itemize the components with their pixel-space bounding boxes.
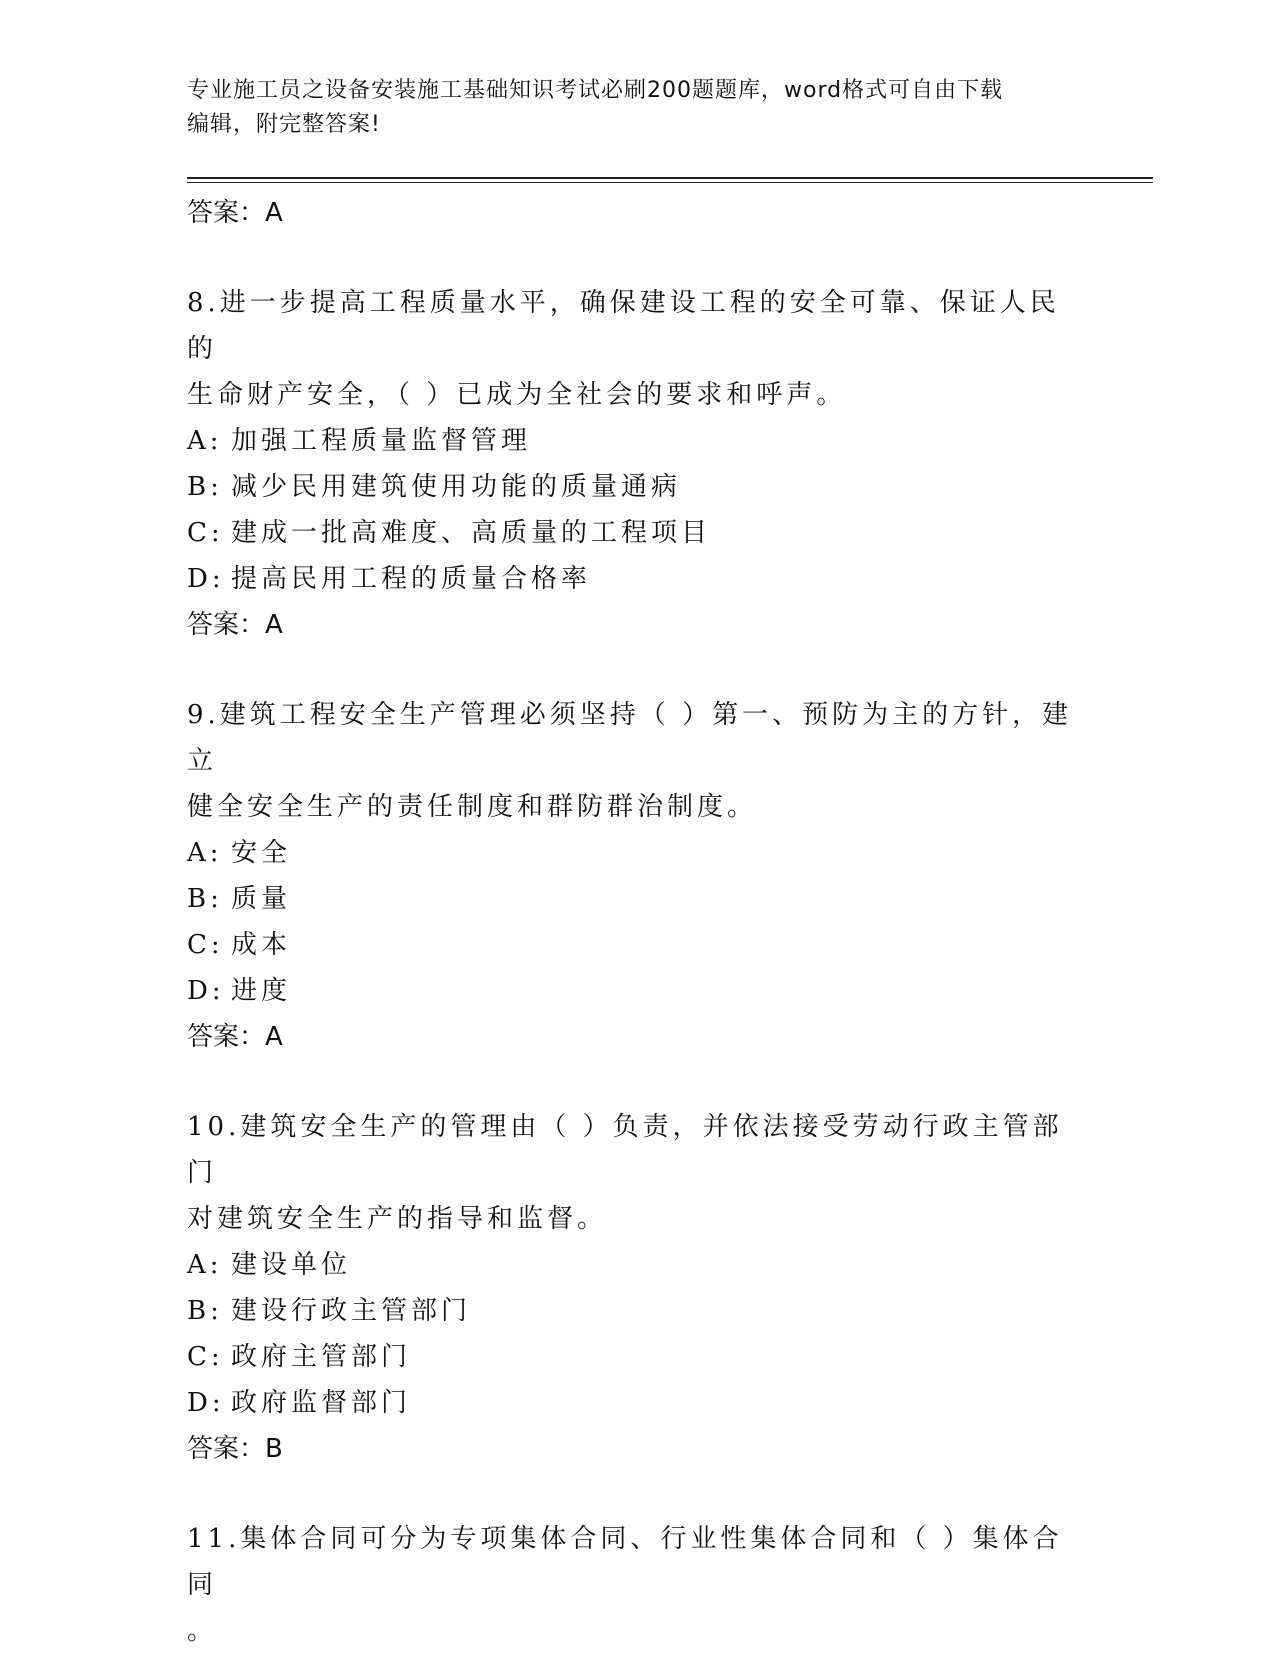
option-text: 安全 bbox=[231, 838, 292, 868]
header-divider-thick bbox=[187, 177, 1153, 179]
question-stem bbox=[187, 280, 1087, 418]
header-divider-thin bbox=[187, 182, 1153, 183]
option-letter: D: bbox=[187, 564, 225, 594]
option-d bbox=[187, 968, 1087, 1014]
question-11 bbox=[187, 1516, 1087, 1654]
option-letter: B: bbox=[187, 884, 223, 914]
question-stem-line-1: 9.建筑工程安全生产管理必须坚持（ ）第一、预防为主的方针，建立 bbox=[187, 700, 1073, 776]
option-letter: A: bbox=[187, 426, 223, 456]
option-letter: C: bbox=[187, 1342, 224, 1372]
option-text: 政府监督部门 bbox=[231, 1388, 412, 1418]
question-stem-line-1: 11.集体合同可分为专项集体合同、行业性集体合同和（ ）集体合同 bbox=[187, 1524, 1063, 1600]
option-letter: C: bbox=[187, 930, 224, 960]
option-a bbox=[187, 1242, 1087, 1288]
option-text: 建成一批高难度、高质量的工程项目 bbox=[231, 518, 712, 548]
question-10 bbox=[187, 1104, 1087, 1472]
question-stem-line-2: 生命财产安全，（ ）已成为全社会的要求和呼声。 bbox=[187, 380, 847, 410]
option-letter: D: bbox=[187, 1388, 225, 1418]
option-text: 政府主管部门 bbox=[231, 1342, 412, 1372]
option-text: 建设行政主管部门 bbox=[231, 1296, 472, 1326]
option-letter: A: bbox=[187, 838, 223, 868]
option-text: 进度 bbox=[231, 976, 292, 1006]
option-text: 质量 bbox=[231, 884, 292, 914]
option-letter: C: bbox=[187, 518, 224, 548]
option-b bbox=[187, 1288, 1087, 1334]
header-title-line-1: 专业施工员之设备安装施工基础知识考试必刷200题题库，word格式可自由下载 bbox=[187, 78, 1004, 103]
answer-line: 答案：A bbox=[187, 1022, 283, 1052]
answer-line: 答案：A bbox=[187, 610, 283, 640]
option-c bbox=[187, 510, 1087, 556]
option-a bbox=[187, 830, 1087, 876]
header-title-line-2: 编辑，附完整答案! bbox=[187, 112, 381, 137]
option-letter: D: bbox=[187, 976, 225, 1006]
option-d bbox=[187, 1380, 1087, 1426]
question-9 bbox=[187, 692, 1087, 1060]
option-text: 减少民用建筑使用功能的质量通病 bbox=[231, 472, 682, 502]
option-b bbox=[187, 876, 1087, 922]
question-8 bbox=[187, 280, 1087, 648]
option-text: 成本 bbox=[231, 930, 292, 960]
question-stem-line-1: 10.建筑安全生产的管理由（ ）负责，并依法接受劳动行政主管部门 bbox=[187, 1112, 1063, 1188]
answer-line: 答案：B bbox=[187, 1434, 283, 1464]
option-b bbox=[187, 464, 1087, 510]
option-letter: A: bbox=[187, 1250, 223, 1280]
option-text: 建设单位 bbox=[231, 1250, 352, 1280]
question-list bbox=[187, 190, 1087, 1654]
option-a bbox=[187, 418, 1087, 464]
option-text: 提高民用工程的质量合格率 bbox=[231, 564, 592, 594]
option-text: 加强工程质量监督管理 bbox=[231, 426, 532, 456]
option-c bbox=[187, 922, 1087, 968]
question-stem-line-2: 。 bbox=[187, 1616, 218, 1646]
answer-line: 答案：A bbox=[187, 198, 283, 228]
question-stem bbox=[187, 1104, 1087, 1242]
question-stem-line-2: 健全安全生产的责任制度和群防群治制度。 bbox=[187, 792, 758, 822]
option-d bbox=[187, 556, 1087, 602]
question-stem bbox=[187, 692, 1087, 830]
option-letter: B: bbox=[187, 472, 223, 502]
question-stem-line-2: 对建筑安全生产的指导和监督。 bbox=[187, 1204, 608, 1234]
document-header bbox=[187, 74, 1067, 142]
option-c bbox=[187, 1334, 1087, 1380]
question-stem-line-1: 8.进一步提高工程质量水平，确保建设工程的安全可靠、保证人民的 bbox=[187, 288, 1060, 364]
question-stem bbox=[187, 1516, 1087, 1654]
option-letter: B: bbox=[187, 1296, 223, 1326]
